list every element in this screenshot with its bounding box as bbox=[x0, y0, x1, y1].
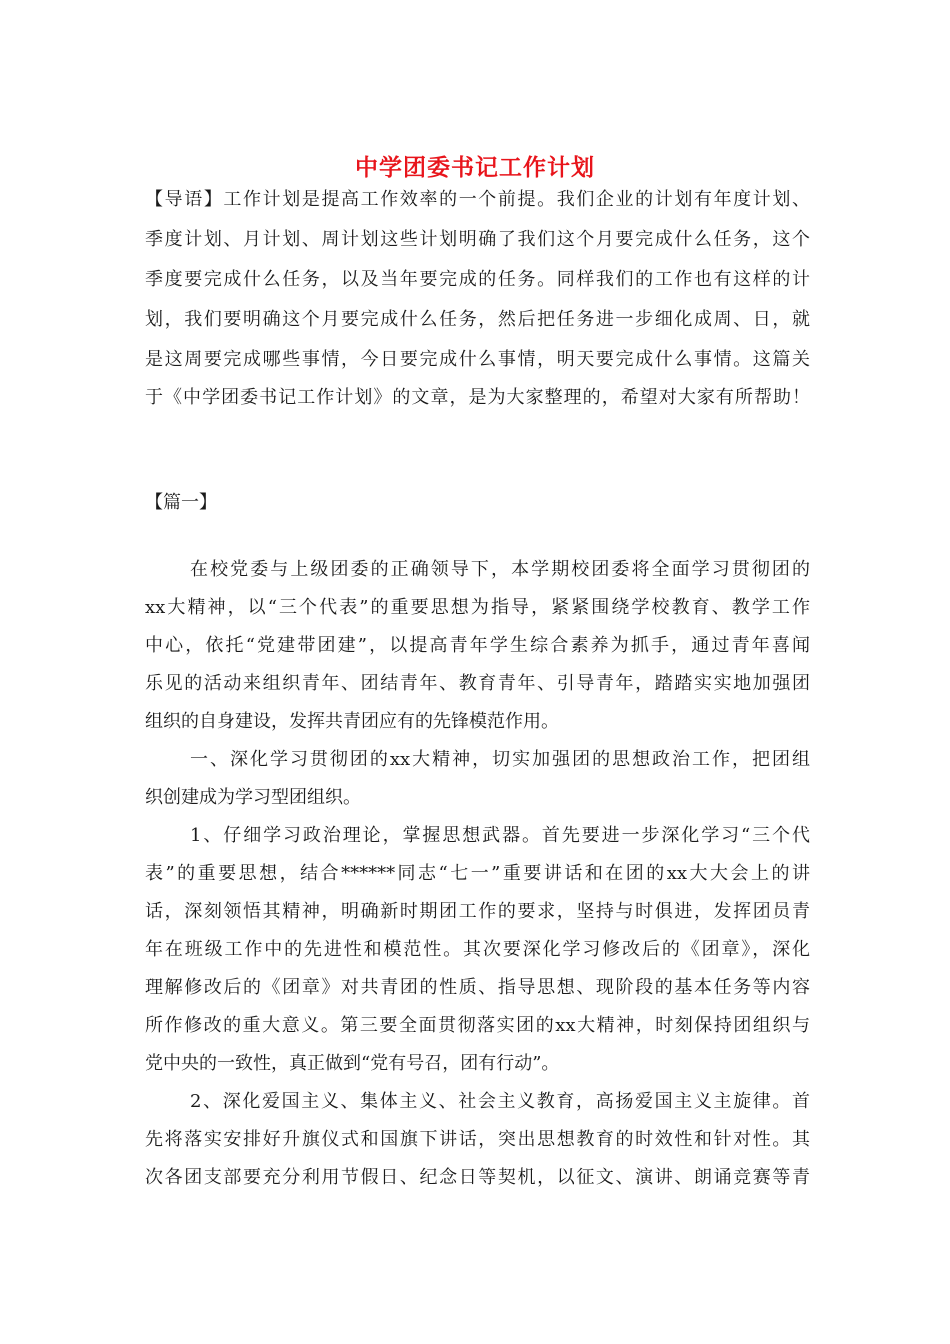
paragraph-line: 年在班级工作中的先进性和模范性。其次要深化学习修改后的《团章》，深化 bbox=[145, 939, 810, 960]
intro-line: 于《中学团委书记工作计划》的文章，是为大家整理的，希望对大家有所帮助！ bbox=[145, 387, 810, 408]
paragraph-line: 所作修改的重大意义。第三要全面贯彻落实团的xx大精神，时刻保持团组织与 bbox=[145, 1015, 810, 1036]
intro-line: 季度要完成什么任务，以及当年要完成的任务。同样我们的工作也有这样的计 bbox=[145, 269, 810, 290]
paragraph-line: 次各团支部要充分利用节假日、纪念日等契机，以征文、演讲、朗诵竞赛等青 bbox=[145, 1167, 810, 1188]
document-title: 中学团委书记工作计划 bbox=[355, 154, 595, 181]
paragraph-line: 乐见的活动来组织青年、团结青年、教育青年、引导青年，踏踏实实地加强团 bbox=[145, 673, 810, 694]
paragraph-line: 党中央的一致性，真正做到“党有号召，团有行动”。 bbox=[145, 1053, 560, 1074]
paragraph-line: 组织的自身建设，发挥共青团应有的先锋模范作用。 bbox=[145, 711, 559, 732]
section-label: 【篇一】 bbox=[145, 492, 217, 513]
intro-line: 季度计划、月计划、周计划这些计划明确了我们这个月要完成什么任务，这个 bbox=[145, 229, 810, 250]
paragraph-line: 表”的重要思想，结合******同志“七一”重要讲话和在团的xx大大会上的讲 bbox=[145, 863, 810, 884]
paragraph-line: 2、深化爱国主义、集体主义、社会主义教育，高扬爱国主义主旋律。首 bbox=[190, 1091, 810, 1112]
paragraph-line: 话，深刻领悟其精神，明确新时期团工作的要求，坚持与时俱进，发挥团员青 bbox=[145, 901, 810, 922]
paragraph-line: 1、仔细学习政治理论，掌握思想武器。首先要进一步深化学习“三个代 bbox=[190, 825, 810, 846]
paragraph-line: 织创建成为学习型团组织。 bbox=[145, 787, 361, 808]
intro-line: 【导语】工作计划是提高工作效率的一个前提。我们企业的计划有年度计划、 bbox=[145, 189, 810, 210]
paragraph-line: 先将落实安排好升旗仪式和国旗下讲话，突出思想教育的时效性和针对性。其 bbox=[145, 1129, 810, 1150]
paragraph-line: 理解修改后的《团章》对共青团的性质、指导思想、现阶段的基本任务等内容 bbox=[145, 977, 810, 998]
intro-line: 划，我们要明确这个月要完成什么任务，然后把任务进一步细化成周、日，就 bbox=[145, 309, 810, 330]
paragraph-line: 中心，依托“党建带团建”，以提高青年学生综合素养为抓手，通过青年喜闻 bbox=[145, 635, 810, 656]
paragraph-line: 一、深化学习贯彻团的xx大精神，切实加强团的思想政治工作，把团组 bbox=[190, 749, 810, 770]
paragraph-line: 在校党委与上级团委的正确领导下，本学期校团委将全面学习贯彻团的 bbox=[190, 559, 810, 580]
paragraph-line: xx大精神，以“三个代表”的重要思想为指导，紧紧围绕学校教育、教学工作 bbox=[145, 597, 810, 618]
intro-line: 是这周要完成哪些事情，今日要完成什么事情，明天要完成什么事情。这篇关 bbox=[145, 349, 810, 370]
